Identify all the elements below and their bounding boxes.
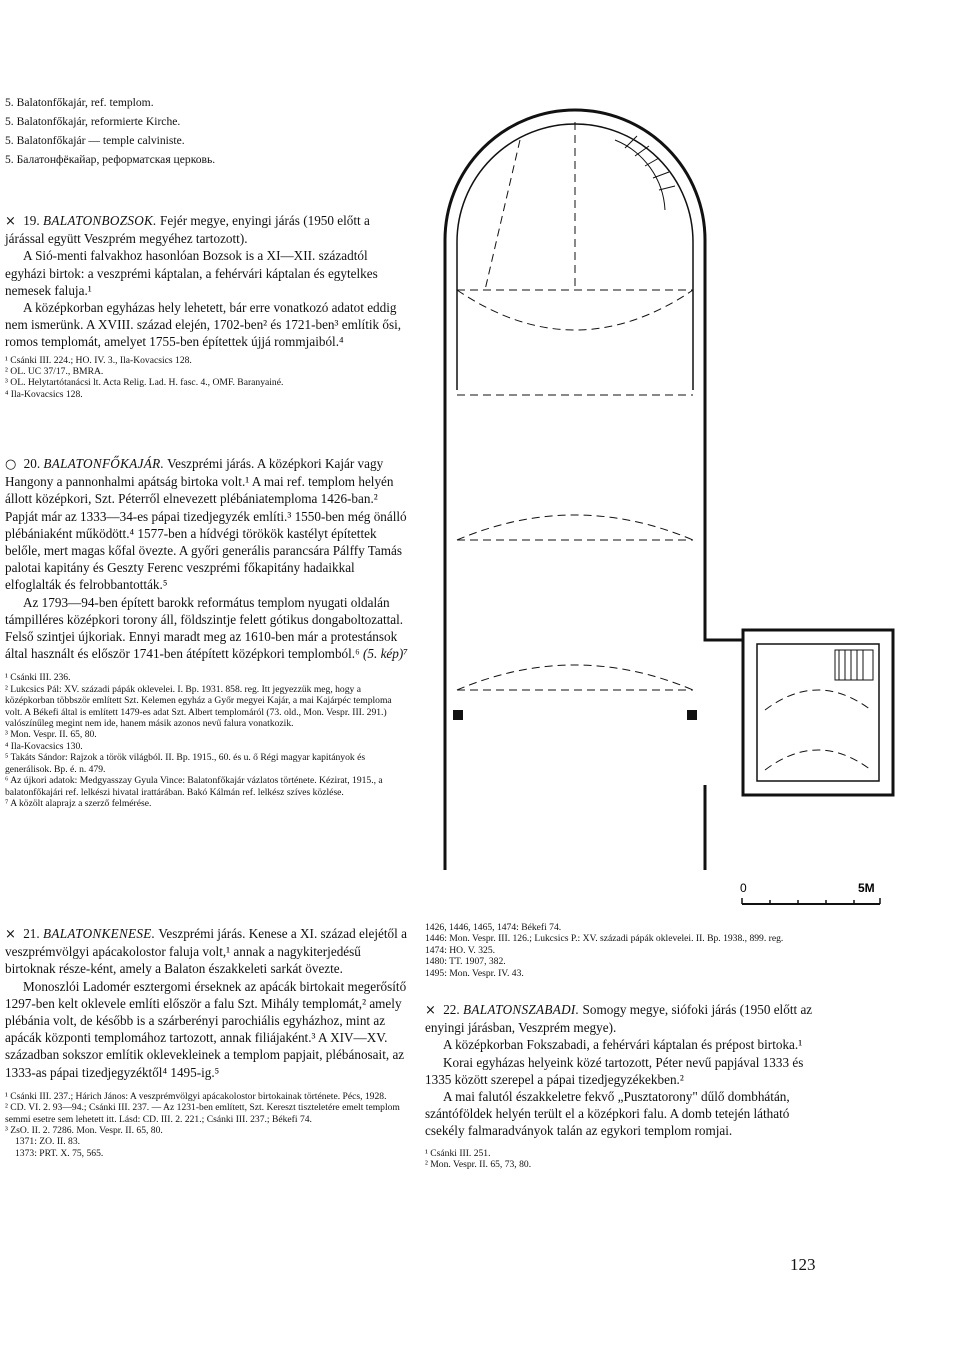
footnote: ¹ Csánki III. 237.; Hárich János: A veszprémvölgyi apácakolostor birtokainak története. Pécs, 1928.	[5, 1090, 387, 1102]
plan-vault-curve	[457, 290, 693, 330]
entry-text: Az 1793—94-ben épített barokk református templom nyugati oldalán támpilléres középkori torony áll, földszintje felett gótikus dongaboltozattal. Felső szintjei újkoriak. Ennyi maradt meg az 1610-ben már a protestánsok által használt és először 1741-ben átépített középkori templomból.⁶	[5, 594, 404, 662]
footnote: 1371: ZO. II. 83.	[15, 1136, 81, 1148]
footnotes	[5, 672, 410, 809]
footnote: ⁴ Ila-Kovacsics 130.	[5, 740, 83, 752]
plan-vault-curve	[457, 665, 693, 690]
entry-paragraph: A mai falutól északkeletre fekvő „Pusztatorony" dűlő dombhátán, szántóföldek helyén terült el a középkori falu. A domb tetején látható csekély falmaradványok talán az egykori templom romjai.	[425, 1089, 790, 1139]
footnotes	[425, 1148, 830, 1171]
plan-tower-vault	[765, 690, 871, 710]
entry-number: 21.	[23, 926, 40, 941]
footnote: ⁷ A közölt alaprajz a szerző felmérése.	[5, 797, 152, 809]
entry-22	[425, 1001, 830, 1170]
entry-paragraph: A középkorban egyházas hely lehetett, bár erre vonatkozó adatot eddig nem ismerünk. A XVIII. század elején, 1702-ben² és 1721-ben³ említik ősi, romos templomát, amelyet 1755-ben építettek újjá rommjaiból.⁴	[5, 300, 402, 350]
footnote: ⁴ Ila-Kovacsics 128.	[5, 388, 83, 400]
footnote: 1474: HO. V. 325.	[425, 944, 496, 956]
footnotes	[5, 1091, 410, 1159]
right-column	[425, 922, 830, 1170]
caption-line-de: 5. Balatonfőkajár, reformierte Kirche.	[5, 115, 181, 128]
entry-paragraph: Korai egyházas helyeink közé tartozott, Péter nevű papjával 1333 és 1335 között szerepel a pápai tizedjegyzékekben.²	[425, 1054, 804, 1087]
entry-heading	[5, 925, 410, 978]
entry-20	[5, 455, 410, 809]
entry-marker: ○	[5, 457, 17, 472]
footnote: ² Mon. Vespr. II. 65, 73, 80.	[425, 1159, 532, 1171]
footnote: 1373: PRT. X. 75, 565.	[15, 1147, 104, 1159]
figure-reference: (5. kép)⁷	[363, 646, 408, 662]
plan-nave-wall-right	[705, 390, 743, 640]
footnote: 1480: TT. 1907, 382.	[425, 956, 506, 968]
page-number: 123	[790, 1255, 816, 1274]
footnote: ¹ Csánki III. 251.	[425, 1147, 491, 1159]
entry-paragraph: A Sió-menti falvakhoz hasonlóan Bozsok is a XI—XII. századtól egyházi birtok: a veszprémi káptalan, a fehérvári káptalan és egytelkes nemesek faluja.¹	[5, 248, 378, 298]
entry-text: Veszprémi járás. A középkori Kajár vagy Hangony a pannonhalmi apátság birtoka volt.¹ A mai ref. templom helyén állott középkori, Szt. Péterről elnevezett plébániatemploma 1426-ban.² Papját már az 1333—34-es pápai tizedjegyzék említi.³ 1550-ben még önálló plébániaként működött.⁴ 1577-ben a hídvégi törökök kastélyt építettek belőle, mert magas kőfal övezte. A győri generális parancsára Pálffy Tamás palotai kapitány és Geszty Ferenc veszprémi főkapitány hadaikkal elfoglalták és felrobbantották.⁵	[5, 456, 407, 593]
caption-line-hu: 5. Balatonfőkajár, ref. templom.	[5, 96, 154, 109]
plan-tower-inner	[757, 644, 879, 781]
entry-text: Somogy megye, siófoki járás (1950 előtt az enyingi járásban, Veszprém megye).	[425, 1002, 813, 1036]
footnote: 1495: Mon. Vespr. IV. 43.	[425, 967, 524, 979]
entry-text: Veszprémi járás. Kenese a XI. század elejétől a veszprémvölgyi apácakolostor faluja volt,¹ annak a nagykiterjedésű birtoknak része-ként, amely a Balaton északkeleti sarkát övezte.	[5, 926, 407, 977]
entry-number: 20.	[23, 456, 41, 471]
entry-number: 22.	[443, 1002, 460, 1018]
church-floor-plan	[425, 70, 915, 870]
plan-tower-vault	[765, 750, 871, 770]
footnote: ⁶ Az újkori adatok: Medgyasszay Gyula Vince: Balatonfőkajár vázlatos története. Kézirat, 1915., a balatonfőkajári ref. lelkészi hivatal irattárában. Bakó Kálmán ref. lelkész szíves közlése.	[5, 775, 383, 798]
footnote: ¹ Csánki III. 236.	[5, 672, 71, 684]
entry-text: Fejér megye, enyingi járás (1950 előtt a járással együtt Veszprém megyéhez tartozott).	[5, 213, 370, 247]
footnote: ³ Mon. Vespr. II. 65, 80.	[5, 729, 97, 741]
entry-heading	[5, 455, 410, 594]
footnotes	[5, 355, 410, 401]
caption-line-fr: 5. Balatonfőkajár — temple calviniste.	[5, 134, 185, 147]
entry-marker: ×	[5, 927, 16, 942]
entry-heading	[5, 212, 410, 247]
figure-caption	[5, 93, 405, 169]
footnote: 1426, 1446, 1465, 1474: Békefi 74.	[425, 922, 562, 933]
footnote: ³ OL. Helytartótanácsi lt. Acta Relig. Lad. H. fasc. 4., OMF. Baranyainé.	[5, 377, 284, 389]
entry-marker: ×	[425, 1003, 436, 1019]
plan-vault-curve	[457, 515, 693, 540]
footnote: ² CD. VI. 2. 93—94.; Csánki III. 237. — Az 1231-ben említett, Szt. Kereszt tiszteletére emelt templom semmi esetre sem lehetett itt. Lásd: CD. III. 2. 221.; Csánki III. 237.; Békefi 74.	[5, 1102, 400, 1125]
entry-place: BALATONBOZSOK.	[42, 213, 157, 228]
footnote: ⁵ Takáts Sándor: Rajzok a török világból. II. Bp. 1915., 60. és u. ő Régi magyar kapitányok és generálisok. Bp. é. n. 479.	[5, 752, 366, 775]
scale-start-label: 0	[740, 881, 747, 895]
entry-marker: ×	[5, 214, 16, 229]
entry-heading	[425, 1001, 830, 1036]
caption-line-ru: 5. Балатонфёкайар, реформатская церковь.	[5, 153, 216, 166]
plan-pillars	[453, 710, 697, 720]
entry-paragraph: A középkorban Fokszabadi, a fehérvári káptalan és prépost birtoka.¹	[443, 1037, 803, 1053]
entry-paragraph	[5, 594, 410, 663]
plan-apse-rib	[485, 140, 520, 290]
plan-tower	[743, 630, 893, 795]
plan-tower-stair	[835, 650, 873, 680]
entry-number: 19.	[23, 213, 40, 228]
entry-19	[5, 212, 410, 400]
entry-21	[5, 925, 410, 1159]
footnote: ² Lukcsics Pál: XV. századi pápák oklevelei. I. Bp. 1931. 858. reg. Itt jegyezzük meg, hogy a középkorban többször említett Szt. Kelemen egyház a Győr megyei Kajár, a mai Kajárpéc temploma volt. A Békefi által is említett 1479-es adat Szt. Albert templomáról (73. old., Mon. Vespr. III. 291.) valószínűleg megint nem ide, hanem másik azonos nevű falura vonatkozik.	[5, 683, 392, 730]
entry-place: BALATONFŐKAJÁR.	[43, 456, 165, 471]
scale-end-label: 5M	[858, 881, 875, 895]
footnote: ³ ZsO. II. 2. 7286. Mon. Vespr. II. 65, 80.	[5, 1125, 163, 1137]
footnotes-continued	[425, 922, 830, 979]
footnote: ² OL. UC 37/17., BMRA.	[5, 366, 104, 378]
scale-bar	[740, 880, 890, 910]
entry-place: BALATONKENESE.	[42, 926, 156, 941]
entry-place: BALATONSZABADI.	[462, 1002, 580, 1018]
footnote: 1446: Mon. Vespr. III. 126.; Lukcsics P.: XV. századi pápák oklevelei. II. Bp. 1938., 899. reg.	[425, 933, 784, 945]
footnote: ¹ Csánki III. 224.; HO. IV. 3., Ila-Kovacsics 128.	[5, 354, 192, 366]
entry-paragraph: Monoszlói Ladomér esztergomi érseknek az apácák birtokait megerősítő 1297-ben kelt oklevele említi először a falu Szt. Mihály templomát,² amely plébánia volt, de később is a szárberényi parochiális egyházhoz, mint az apácák központi templomához tartozott, annak filiájaként.³ A XIV—XV. században sokszor említik oklevekleinek a templom papjait, plébánosait, az 1333-as pápai tizedjegyzéktől⁴ 1495-ig.⁵	[5, 978, 407, 1080]
